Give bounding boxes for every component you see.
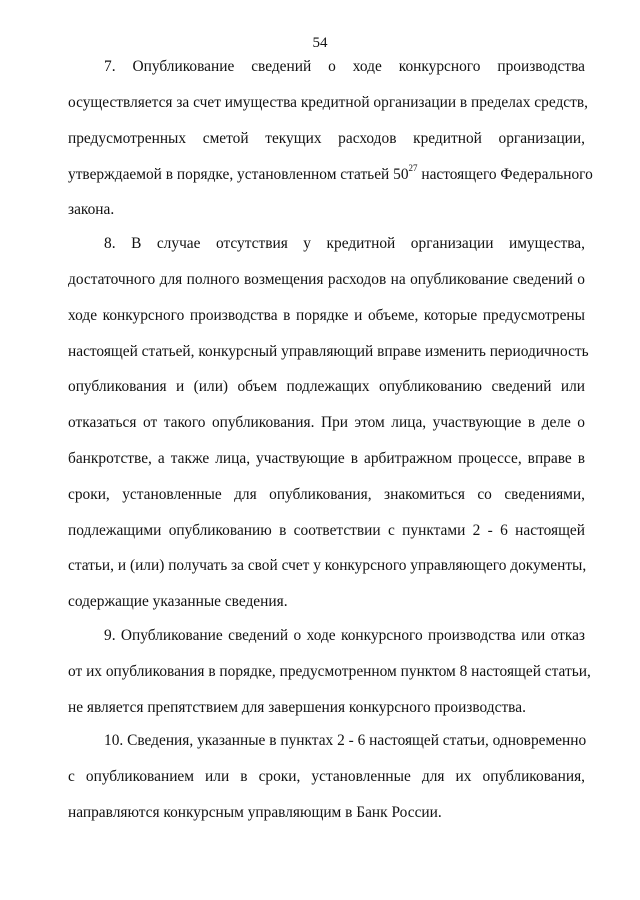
paragraph-7-line-1: 7. Опубликование сведений о ходе конкурсного производства — [104, 58, 585, 75]
paragraph-9-line-2: от их опубликования в порядке, предусмотренном пунктом 8 настоящей статьи, — [68, 663, 591, 680]
line-text-before: утверждаемой в порядке, установленном статьей 50 — [68, 166, 409, 183]
paragraph-10-line-1: 10. Сведения, указанные в пунктах 2 - 6 настоящей статьи, одновременно — [104, 732, 587, 749]
paragraph-8-line-9: подлежащими опубликованию в соответствии с пунктами 2 - 6 настоящей — [68, 522, 585, 539]
page-number: 54 — [312, 35, 328, 51]
paragraph-8-line-2: достаточного для полного возмещения расходов на опубликование сведений о — [68, 271, 585, 288]
paragraph-8-line-3: ходе конкурсного производства в порядке и объеме, которые предусмотрены — [68, 307, 585, 324]
paragraph-8-line-10: статьи, и (или) получать за свой счет у конкурсного управляющего документы, — [68, 557, 587, 574]
paragraph-10-line-2: с опубликованием или в сроки, установленные для их опубликования, — [68, 768, 585, 785]
paragraph-9-line-3: не является препятствием для завершения конкурсного производства. — [68, 699, 526, 716]
superscript-27: 27 — [408, 163, 418, 173]
paragraph-7-line-5: закона. — [68, 201, 115, 218]
paragraph-10-line-3: направляются конкурсным управляющим в Банк России. — [68, 804, 442, 821]
paragraph-8-line-11: содержащие указанные сведения. — [68, 593, 288, 610]
paragraph-8-line-1: 8. В случае отсутствия у кредитной организации имущества, — [104, 235, 585, 252]
line-text-after: настоящего Федерального — [417, 166, 593, 183]
paragraph-9-line-1: 9. Опубликование сведений о ходе конкурсного производства или отказ — [104, 627, 585, 644]
paragraph-8-line-8: сроки, установленные для опубликования, знакомиться со сведениями, — [68, 486, 585, 503]
paragraph-7-line-3: предусмотренных сметой текущих расходов кредитной организации, — [68, 130, 585, 147]
paragraph-8-line-5: опубликования и (или) объем подлежащих опубликованию сведений или — [68, 378, 585, 395]
paragraph-8-line-7: банкротстве, а также лица, участвующие в арбитражном процессе, вправе в — [68, 450, 585, 467]
paragraph-7-line-4 — [68, 163, 593, 185]
paragraph-7-line-2: осуществляется за счет имущества кредитной организации в пределах средств, — [68, 94, 588, 111]
paragraph-8-line-6: отказаться от такого опубликования. При этом лица, участвующие в деле о — [68, 414, 585, 431]
paragraph-8-line-4: настоящей статьей, конкурсный управляющий вправе изменить периодичность — [68, 343, 589, 360]
